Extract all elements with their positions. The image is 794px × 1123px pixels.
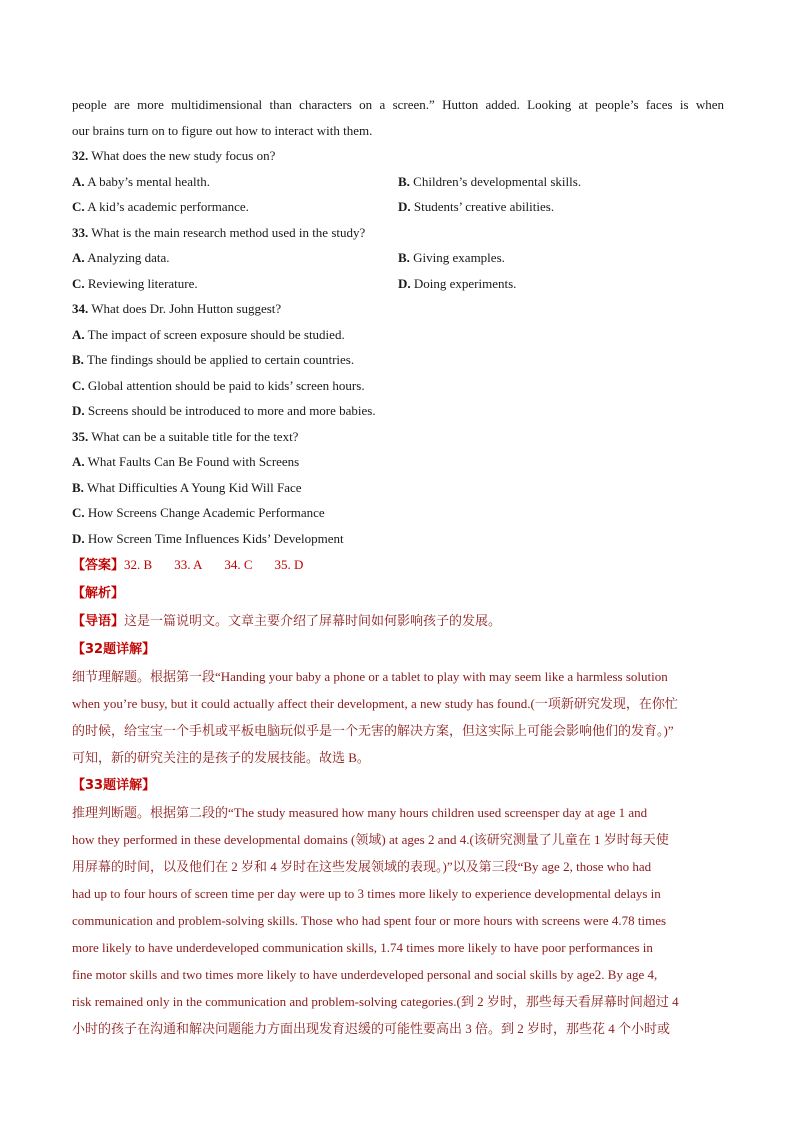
option-a: A. What Faults Can Be Found with Screens	[72, 454, 300, 469]
detail-33-line: 小时的孩子在沟通和解决问题能力方面出现发育迟缓的可能性要高出 3 倍。到 2 岁时，那些花 4 个小时或	[72, 1021, 671, 1036]
question-35	[72, 424, 724, 450]
document-page	[72, 92, 724, 1042]
options-row	[72, 245, 724, 271]
option-d: D. How Screen Time Influences Kids’ Development	[72, 530, 344, 546]
detail-33-line: 推理判断题。根据第二段的“The study measured how many hours children used screensper day at age 1 and	[72, 805, 648, 820]
detail-32-heading: 【32题详解】	[72, 642, 156, 657]
analysis-heading: 【解析】	[72, 586, 125, 601]
detail-33-line: how they performed in these developmental domains (领域) at ages 2 and 4.(该研究测量了儿童在 1 岁时每天使	[72, 832, 669, 847]
option-b: B. What Difficulties A Young Kid Will Face	[72, 479, 302, 495]
detail-33-line: had up to four hours of screen time per day were up to 3 times more likely to experience developmental delays in	[72, 886, 661, 901]
detail-33-line: fine motor skills and two times more likely to have underdeveloped personal and social skills by age2. By age 4,	[72, 967, 658, 982]
question-stem: What is the main research method used in the study?	[91, 224, 366, 240]
detail-32-line: 可知，新的研究关注的是孩子的发展技能。故选 B。	[72, 750, 370, 765]
option-a: A. A baby’s mental health.	[72, 173, 210, 189]
question-33	[72, 220, 724, 246]
answer-values: 32. B 33. A 34. C 35. D	[124, 557, 304, 572]
guide-text: 这是一篇说明文。文章主要介绍了屏幕时间如何影响孩子的发展。	[124, 614, 502, 629]
option-a: A. Analyzing data.	[72, 250, 170, 265]
options-row	[72, 194, 724, 220]
question-34	[72, 296, 724, 322]
passage-line: people are more multidimensional than characters on a screen.” Hutton added. Looking at people’s faces is when	[72, 97, 724, 112]
options-row	[72, 271, 724, 297]
detail-33-line: 用屏幕的时间，以及他们在 2 岁和 4 岁时在这些发展领域的表现。)”以及第三段“By age 2, those who had	[72, 859, 652, 874]
answer-label: 【答案】	[72, 558, 125, 573]
answer-line	[72, 551, 724, 579]
option-d: D. Screens should be introduced to more and more babies.	[72, 403, 376, 418]
guide-line	[72, 607, 724, 635]
detail-33-line: more likely to have underdeveloped communication skills, 1.74 times more likely to have poor performances in	[72, 940, 653, 955]
detail-32-line: 细节理解题。根据第一段“Handing your baby a phone or a tablet to play with may seem like a harmless solution	[72, 669, 668, 684]
guide-label: 【导语】	[72, 614, 125, 629]
option-b: B. Giving examples.	[398, 250, 505, 265]
option-c: C. How Screens Change Academic Performance	[72, 505, 325, 520]
question-stem: What does Dr. John Hutton suggest?	[91, 301, 282, 316]
option-d: D. Students’ creative abilities.	[398, 199, 555, 214]
option-c: C. Reviewing literature.	[72, 275, 198, 291]
detail-32-line: when you’re busy, but it could actually affect their development, a new study has found.(一项新研究发现，在你忙	[72, 696, 678, 711]
option-b: B. The findings should be applied to certain countries.	[72, 352, 355, 367]
options-row	[72, 169, 724, 195]
question-32	[72, 143, 724, 169]
question-number: 32.	[72, 148, 89, 163]
detail-32-line: 的时候，给宝宝一个手机或平板电脑玩似乎是一个无害的解决方案，但这实际上可能会影响他们的发育。)”	[72, 723, 674, 738]
question-stem: What does the new study focus on?	[91, 148, 276, 163]
option-d: D. Doing experiments.	[398, 275, 517, 291]
detail-33-heading: 【33题详解】	[72, 778, 156, 793]
passage-line: our brains turn on to figure out how to interact with them.	[72, 122, 373, 138]
question-number: 33.	[72, 224, 89, 240]
detail-33-line: risk remained only in the communication and problem-solving categories.(到 2 岁时，那些每天看屏幕时间超过 4	[72, 994, 679, 1009]
detail-33-line: communication and problem-solving skills. Those who had spent four or more hours with screens were 4.78 times	[72, 913, 667, 928]
option-a: A. The impact of screen exposure should be studied.	[72, 326, 345, 342]
question-stem: What can be a suitable title for the text?	[91, 428, 299, 444]
option-c: C. A kid’s academic performance.	[72, 199, 249, 214]
question-number: 35.	[72, 428, 89, 444]
option-c: C. Global attention should be paid to kids’ screen hours.	[72, 377, 365, 393]
question-number: 34.	[72, 301, 89, 316]
option-b: B. Children’s developmental skills.	[398, 173, 582, 189]
